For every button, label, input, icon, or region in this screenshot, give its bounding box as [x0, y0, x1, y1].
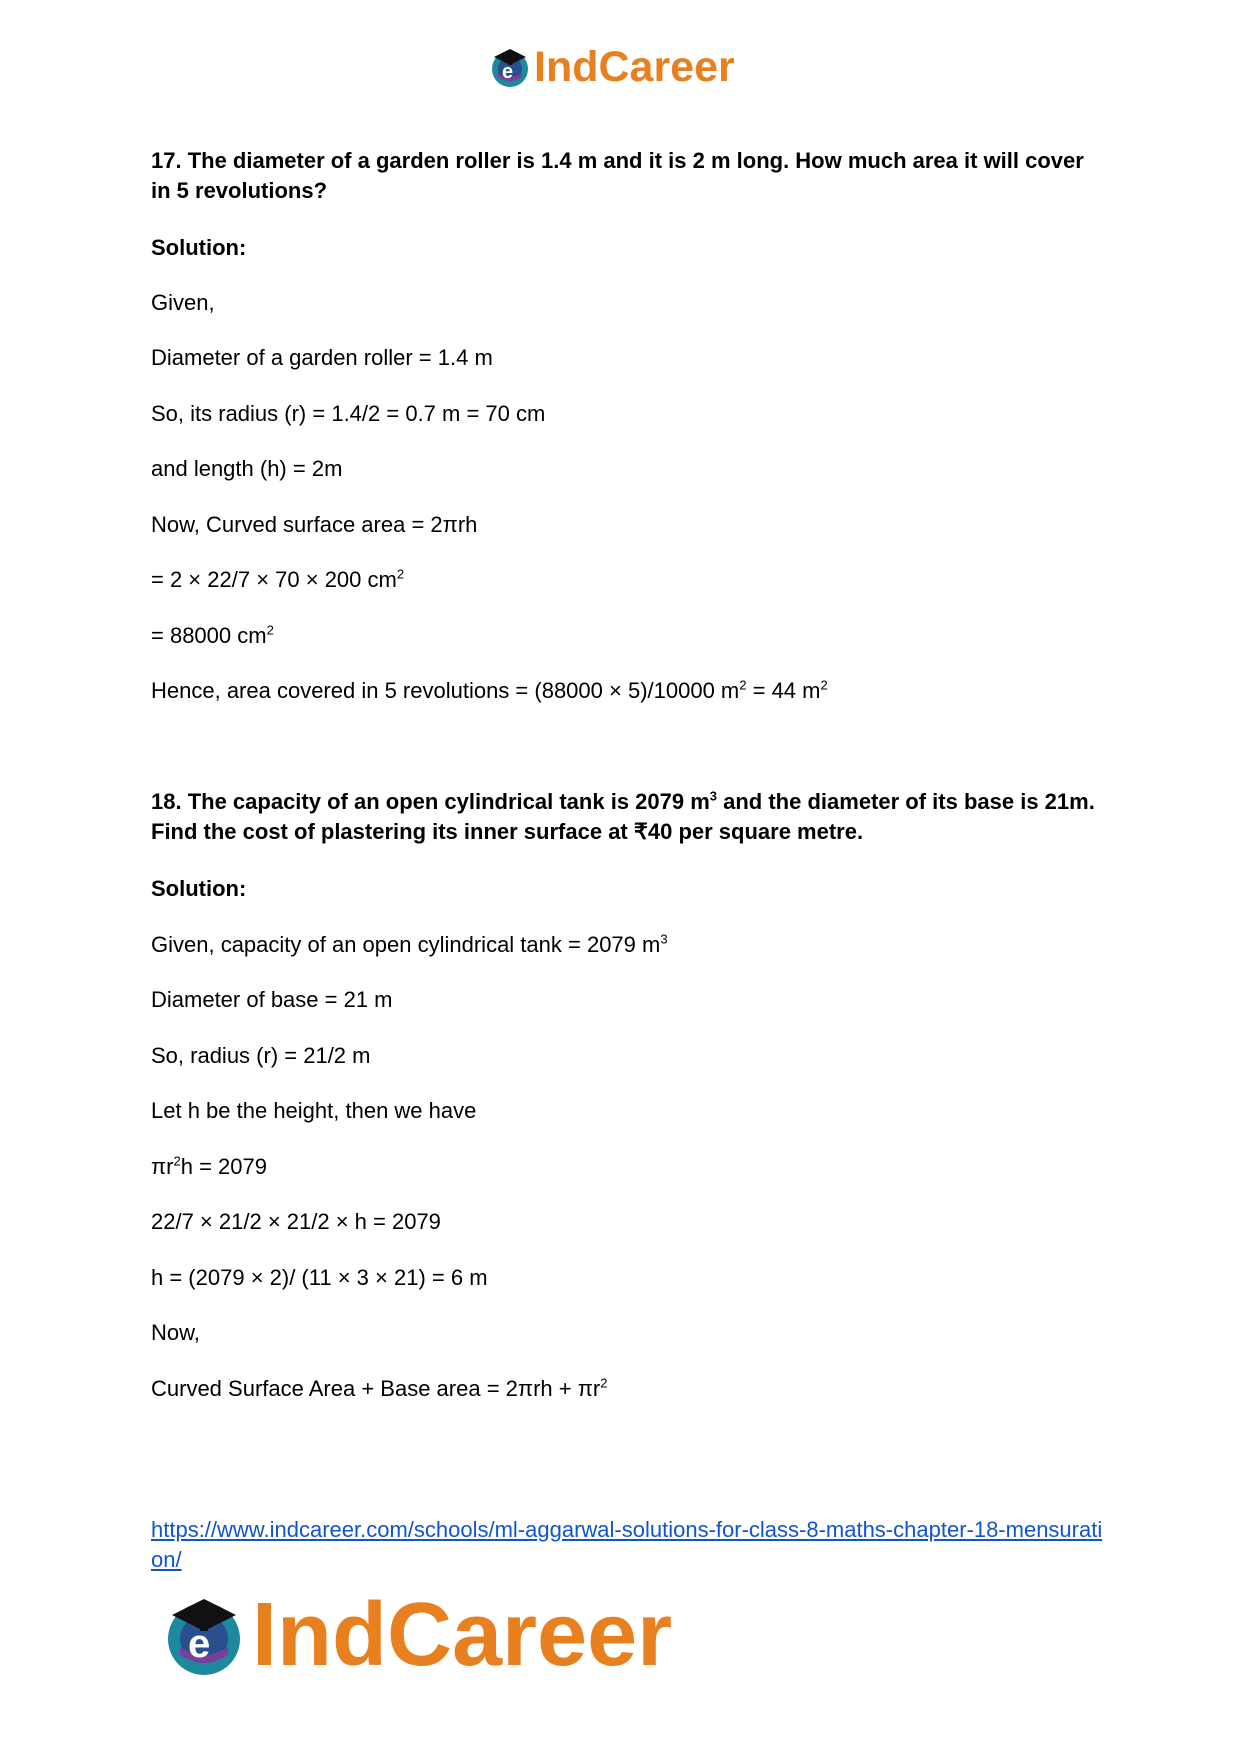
- logo-wordmark: IndCareer: [534, 42, 735, 91]
- q18-line-2: Diameter of base = 21 m: [151, 987, 393, 1012]
- q17-line-6: = 2 × 22/7 × 70 × 200 $cm^2$: [151, 566, 405, 592]
- svg-text:e: e: [502, 61, 514, 83]
- q18-line-9: Curved Surface Area + Base area = $2\pi rh + \pi r^2$: [151, 1375, 608, 1401]
- q17-line-4: and length (h) = 2m: [151, 456, 343, 481]
- svg-text:e: e: [188, 1622, 211, 1666]
- q17-line-8: Hence, area covered in 5 revolutions = (88000 × 5)/10000 $m^2 = 44$ $m^2$: [151, 677, 828, 703]
- q17-line-7: = 88000 $cm^2$: [151, 622, 274, 648]
- logo-wordmark: IndCareer: [252, 1584, 673, 1685]
- question-18: 18. The capacity of an open cylindrical tank is 2079 $m^3$ and the diameter of its base is 21m. Find the cost of plastering its inner surface at ₹40 per square metre.: [151, 788, 1095, 844]
- q18-line-1: Given, capacity of an open cylindrical tank = 2079 $m^3$: [151, 931, 668, 957]
- q18-line-7: h = (2079 × 2)/ (11 × 3 × 21) = 6 m: [151, 1265, 488, 1290]
- footer-logo: [160, 1585, 672, 1685]
- q18-line-3: So, radius (r) = 21/2 m: [151, 1043, 371, 1068]
- q18-line-6: 22/7 × 21/2 × 21/2 × h = 2079: [151, 1209, 441, 1234]
- source-link[interactable]: https://www.indcareer.com/schools/ml-aggarwal-solutions-for-class-8-maths-chapter-18-mensuration/: [151, 1517, 1103, 1572]
- header-logo: [488, 42, 735, 92]
- q18-line-5: $\pi r^2h = 2079$: [151, 1153, 267, 1179]
- q18-line-8: Now,: [151, 1320, 200, 1345]
- solution-label-17: Solution:: [151, 235, 247, 260]
- graduation-globe-icon: [488, 45, 532, 89]
- q17-line-5: Now, Curved surface area = 2πrh: [151, 512, 478, 537]
- q18-line-4: Let h be the height, then we have: [151, 1098, 477, 1123]
- solution-label-18: Solution:: [151, 876, 247, 901]
- q17-line-2: Diameter of a garden roller = 1.4 m: [151, 345, 493, 370]
- q17-line-3: So, its radius (r) = 1.4/2 = 0.7 m = 70 cm: [151, 401, 546, 426]
- graduation-globe-icon: [160, 1591, 248, 1679]
- q17-line-1: Given,: [151, 290, 215, 315]
- question-17: 17. The diameter of a garden roller is 1.4 m and it is 2 m long. How much area it will cover in 5 revolutions?: [151, 148, 1084, 203]
